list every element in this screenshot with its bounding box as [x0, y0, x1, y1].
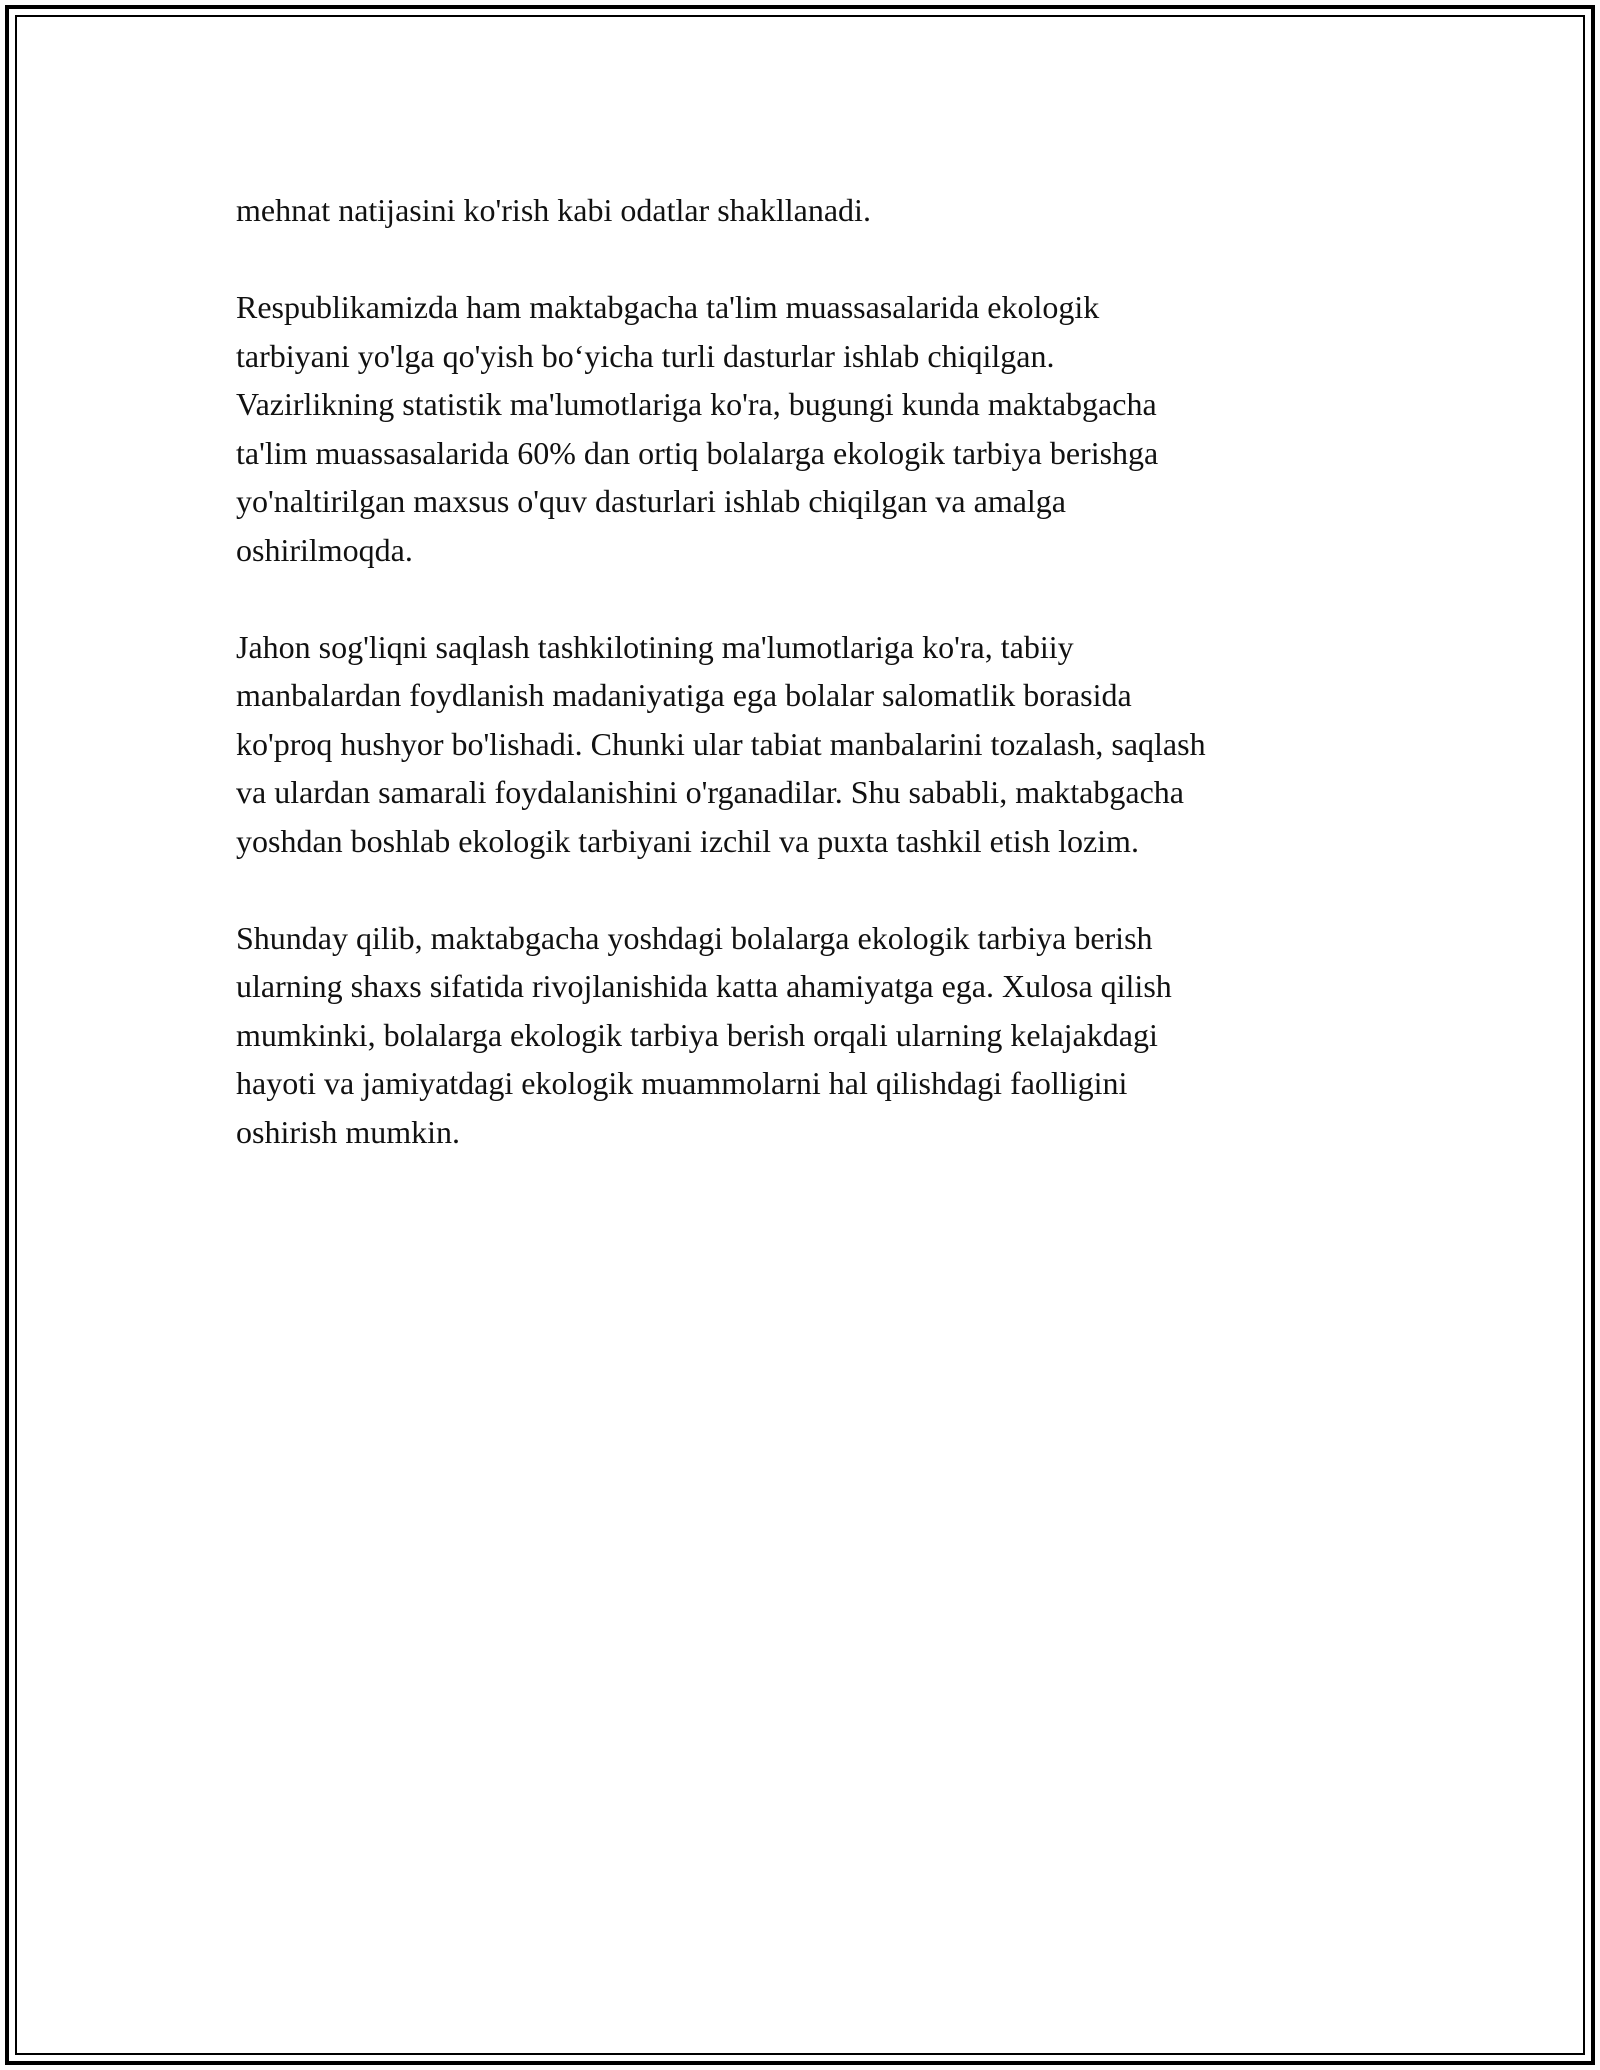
paragraph-2: Respublikamizda ham maktabgacha ta'lim muassasalarida ekologik tarbiyani yo'lga qo'yish bo‘yicha turli dasturlar ishlab chiqilgan. Vazirlikning statistik ma'lumotlariga ko'ra, bugungi kunda maktabgacha ta'lim muassasalarida 60% dan ortiq bolalarga ekologik tarbiya berishga yo'naltirilgan maxsus o'quv dasturlari ishlab chiqilgan va amalga oshirilmoqda. — [236, 289, 1159, 568]
paragraph-4: Shunday qilib, maktabgacha yoshdagi bolalarga ekologik tarbiya berish ularning shaxs sifatida rivojlanishida katta ahamiyatga ega. Xulosa qilish mumkinki, bolalarga ekologik tarbiya berish orqali ularning kelajakdagi hayoti va jamiyatdagi ekologik muammolarni hal qilishdagi faolligini oshirish mumkin. — [236, 919, 1172, 1150]
paragraph-3: Jahon sog'liqni saqlash tashkilotining ma'lumotlariga ko'ra, tabiiy manbalardan foydlanish madaniyatiga ega bolalar salomatlik borasida ko'proq hushyor bo'lishadi. Chunki ular tabiat manbalarini tozalash, saqlash va ulardan samarali foydalanishini o'rganadilar. Shu sababli, maktabgacha yoshdan boshlab ekologik tarbiyani izchil va puxta tashkil etish lozim. — [236, 628, 1206, 859]
paragraph-1: mehnat natijasini ko'rish kabi odatlar shakllanadi. — [236, 192, 871, 228]
document-body — [236, 186, 1366, 1205]
